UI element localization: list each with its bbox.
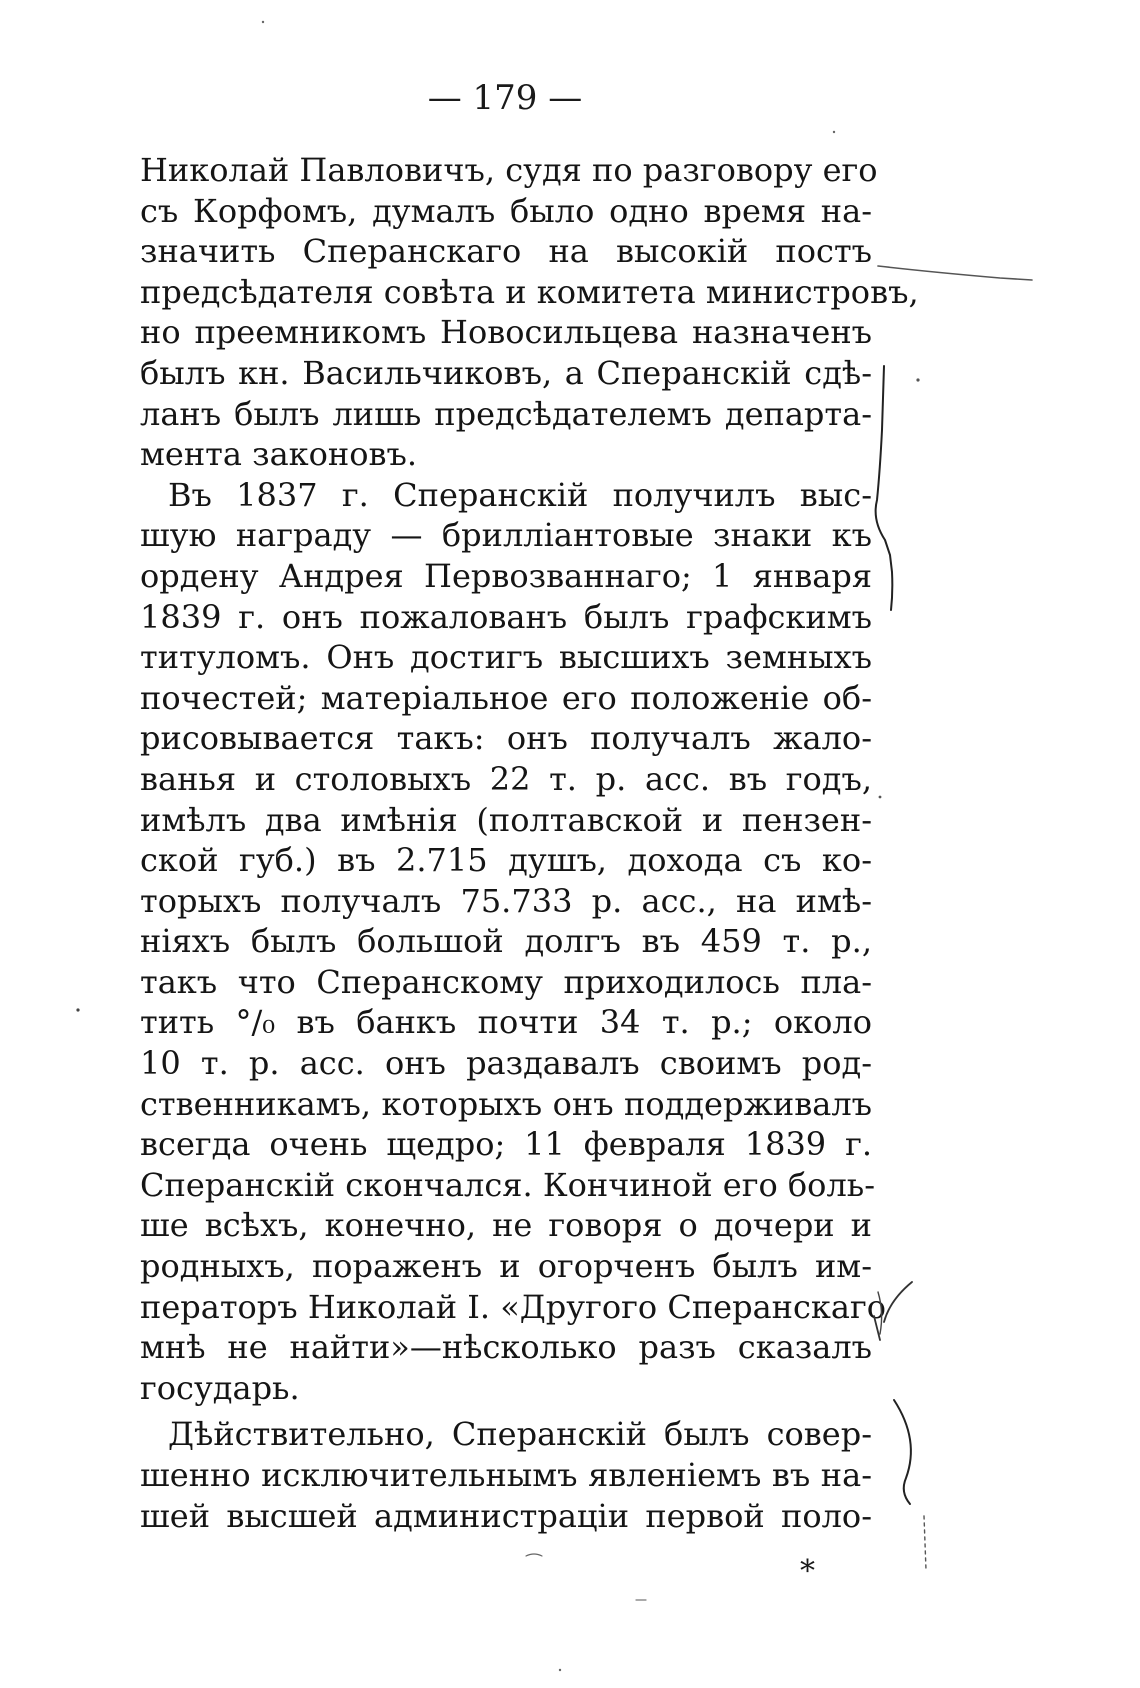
text-line: ше всѣхъ, конечно, не говоря о дочери и (140, 1206, 872, 1245)
text-line: ственникамъ, которыхъ онъ поддерживалъ (140, 1084, 872, 1123)
text-line: тить °/₀ въ банкъ почти 34 т. р.; около (140, 1003, 872, 1042)
text-line: ордену Андрея Первозваннаго; 1 января (140, 556, 872, 595)
text-line: ской губ.) въ 2.715 душъ, дохода съ ко- (140, 841, 872, 880)
text-line: такъ что Сперанскому приходилось пла- (140, 962, 872, 1001)
pencil-dot (262, 21, 264, 23)
text-line: 10 т. р. асс. онъ раздавалъ своимъ род- (140, 1044, 872, 1083)
pencil-dot (879, 796, 882, 799)
text-line: шую награду — бриллiантовые знаки къ (140, 516, 872, 555)
text-line: титуломъ. Онъ достигъ высшихъ земныхъ (140, 638, 872, 677)
text-line: 1839 г. онъ пожалованъ былъ графскимъ (140, 597, 872, 636)
text-line: но преемникомъ Новосильцева назначенъ (140, 313, 872, 352)
paragraph-1 (140, 150, 919, 475)
pencil-dot (916, 378, 919, 381)
margin-bracket-mark (876, 366, 893, 610)
text-line: мента законовъ. (140, 435, 418, 474)
text-line: торыхъ получалъ 75.733 р. асс., на имѣ- (140, 881, 872, 920)
text-line: Николай Павловичъ, судя по разговору его (140, 151, 878, 189)
text-line: былъ кн. Васильчиковъ, а Сперанскій сдѣ- (140, 353, 872, 392)
text-line: рисовывается такъ: онъ получалъ жало- (140, 719, 872, 758)
footer-asterisk: * (800, 1554, 815, 1589)
text-line: ланъ былъ лишь предсѣдателемъ департа- (140, 394, 872, 433)
text-line: шей высшей администраціи первой поло- (140, 1496, 872, 1535)
text-line: Въ 1837 г. Сперанскій получилъ выс- (168, 475, 872, 514)
text-line: предсѣдателя совѣта и комитета министровъ, (140, 272, 919, 311)
text-line: шенно исключительнымъ явленіемъ въ на- (140, 1456, 872, 1494)
margin-vertical-mark (924, 1516, 926, 1570)
text-line: ванья и столовыхъ 22 т. р. асс. въ годъ, (140, 759, 872, 798)
text-line: почестей; матеріальное его положеніе об- (140, 678, 872, 717)
text-line: ператоръ Николай I. «Другого Сперанскаго (140, 1287, 887, 1326)
paragraph-3 (140, 1414, 872, 1536)
page-number: — 179 — (427, 78, 583, 118)
text-line: государь. (140, 1368, 300, 1407)
margin-parenthesis-mark (894, 1400, 911, 1504)
paragraph-2 (140, 475, 887, 1409)
pencil-dot (559, 1669, 561, 1671)
pencil-dot (833, 131, 835, 133)
body-text (140, 150, 919, 1536)
pencil-scribble (526, 1554, 542, 1556)
text-line: родныхъ, пораженъ и огорченъ былъ им- (140, 1247, 872, 1286)
text-line: съ Корфомъ, думалъ было одно время на- (140, 191, 872, 230)
pencil-dot (76, 1008, 79, 1011)
text-line: Дѣйствительно, Сперанскій былъ совер- (168, 1415, 872, 1454)
text-line: Сперанскій скончался. Кончиной его боль- (140, 1165, 875, 1204)
text-line: значить Сперанскаго на высокій постъ (140, 232, 872, 271)
text-line: имѣлъ два имѣнія (полтавской и пензен- (140, 800, 872, 839)
text-line: всегда очень щедро; 11 февраля 1839 г. (140, 1125, 872, 1164)
text-line: ніяхъ былъ большой долгъ въ 459 т. р., (140, 922, 872, 961)
text-line: мнѣ не найти»—нѣсколько разъ сказалъ (140, 1328, 872, 1367)
